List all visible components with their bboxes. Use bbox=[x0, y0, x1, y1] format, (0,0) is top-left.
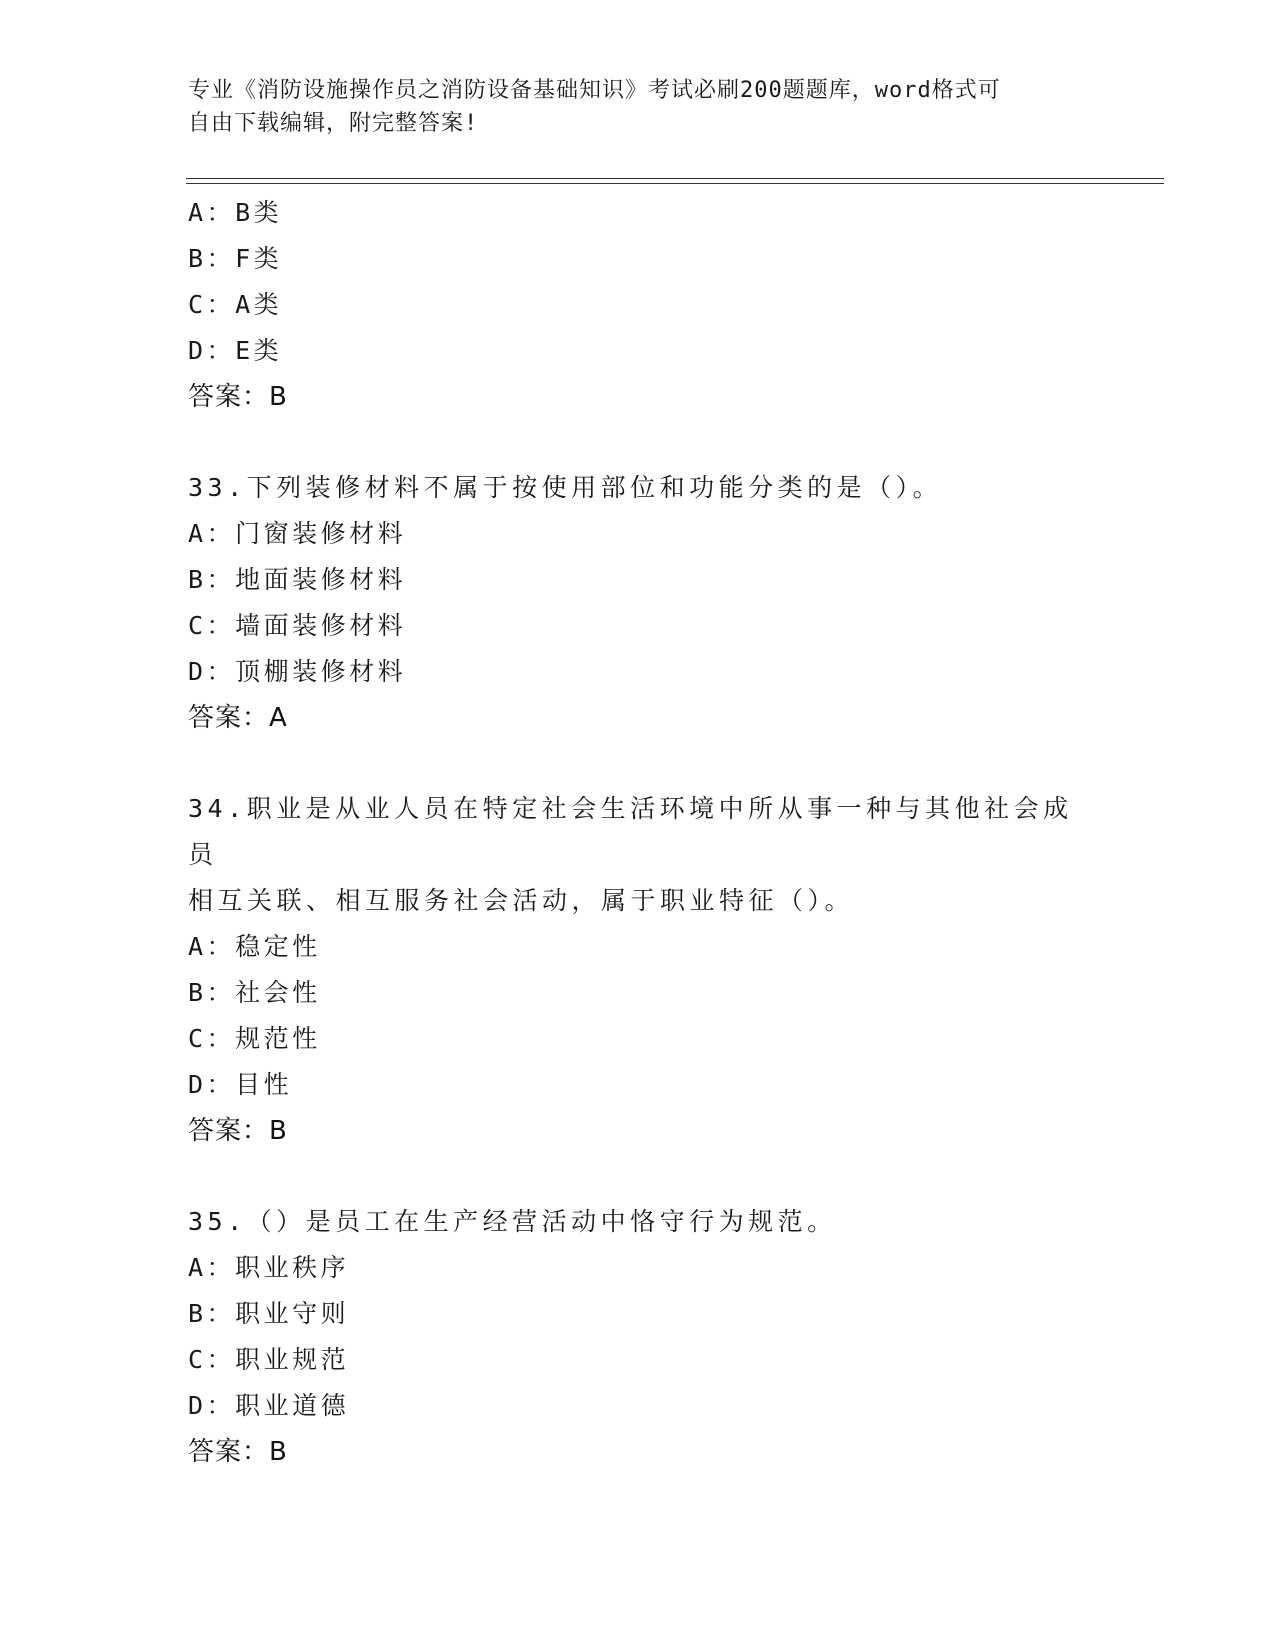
option-text: 职业秩序 bbox=[235, 1253, 350, 1282]
option-letter: A： bbox=[188, 1253, 236, 1282]
spacer bbox=[188, 420, 1088, 465]
option-letter: A： bbox=[188, 519, 236, 548]
option-letter: B： bbox=[188, 978, 236, 1007]
option-d bbox=[188, 1383, 1088, 1429]
header-divider-top bbox=[186, 178, 1164, 179]
option-text: 门窗装修材料 bbox=[235, 519, 407, 548]
option-c bbox=[188, 1337, 1088, 1383]
option-text: 顶棚装修材料 bbox=[235, 657, 407, 686]
header-line-2: 自由下载编辑，附完整答案! bbox=[188, 111, 479, 136]
option-c bbox=[188, 1016, 1088, 1062]
option-letter: A： bbox=[188, 932, 236, 961]
option-text: 社会性 bbox=[235, 978, 321, 1007]
option-letter: D： bbox=[188, 1070, 236, 1099]
option-b bbox=[188, 1291, 1088, 1337]
option-a bbox=[188, 924, 1088, 970]
option-letter: D： bbox=[188, 1391, 236, 1420]
option-letter: C： bbox=[188, 611, 236, 640]
answer-line: 答案：B bbox=[188, 1116, 288, 1146]
option-letter: B： bbox=[188, 565, 236, 594]
option-b bbox=[188, 557, 1088, 603]
question-stem: 33.下列装修材料不属于按使用部位和功能分类的是（）。 bbox=[188, 473, 943, 502]
question-stem-line-1: 34.职业是从业人员在特定社会生活环境中所从事一种与其他社会成员 bbox=[188, 794, 1073, 869]
answer-line: 答案：B bbox=[188, 382, 288, 412]
option-d bbox=[188, 649, 1088, 695]
option-text: 规范性 bbox=[235, 1024, 321, 1053]
header-divider-bottom bbox=[186, 183, 1164, 184]
answer-line: 答案：A bbox=[188, 703, 288, 733]
question-stem-line-2: 相互关联、相互服务社会活动，属于职业特征（）。 bbox=[188, 886, 855, 915]
option-text: E类 bbox=[235, 336, 283, 365]
question-list bbox=[188, 190, 1088, 1475]
option-b bbox=[188, 236, 1088, 282]
option-letter: B： bbox=[188, 1299, 236, 1328]
header-line-1: 专业《消防设施操作员之消防设备基础知识》考试必刷200题题库，word格式可 bbox=[188, 78, 1001, 103]
option-text: A类 bbox=[235, 290, 283, 319]
option-text: 职业规范 bbox=[235, 1345, 350, 1374]
option-d bbox=[188, 1062, 1088, 1108]
spacer bbox=[188, 741, 1088, 786]
option-text: 职业守则 bbox=[235, 1299, 350, 1328]
option-a bbox=[188, 1245, 1088, 1291]
option-c bbox=[188, 282, 1088, 328]
option-letter: D： bbox=[188, 336, 236, 365]
option-text: 地面装修材料 bbox=[235, 565, 407, 594]
option-a bbox=[188, 511, 1088, 557]
option-text: 墙面装修材料 bbox=[235, 611, 407, 640]
option-letter: B： bbox=[188, 244, 236, 273]
option-a bbox=[188, 190, 1088, 236]
option-text: B类 bbox=[235, 198, 283, 227]
option-letter: C： bbox=[188, 290, 236, 319]
answer-line: 答案：B bbox=[188, 1437, 288, 1467]
document-header bbox=[188, 74, 1068, 140]
option-b bbox=[188, 970, 1088, 1016]
option-text: F类 bbox=[235, 244, 283, 273]
question-33 bbox=[188, 465, 1088, 741]
option-letter: D： bbox=[188, 657, 236, 686]
question-34 bbox=[188, 786, 1088, 1154]
option-letter: C： bbox=[188, 1345, 236, 1374]
question-stem: 35.（）是员工在生产经营活动中恪守行为规范。 bbox=[188, 1207, 837, 1236]
option-letter: A： bbox=[188, 198, 236, 227]
option-text: 稳定性 bbox=[235, 932, 321, 961]
option-text: 职业道德 bbox=[235, 1391, 350, 1420]
option-c bbox=[188, 603, 1088, 649]
option-letter: C： bbox=[188, 1024, 236, 1053]
option-text: 目性 bbox=[235, 1070, 293, 1099]
option-d bbox=[188, 328, 1088, 374]
question-35 bbox=[188, 1199, 1088, 1475]
question-32-partial bbox=[188, 190, 1088, 420]
spacer bbox=[188, 1154, 1088, 1199]
